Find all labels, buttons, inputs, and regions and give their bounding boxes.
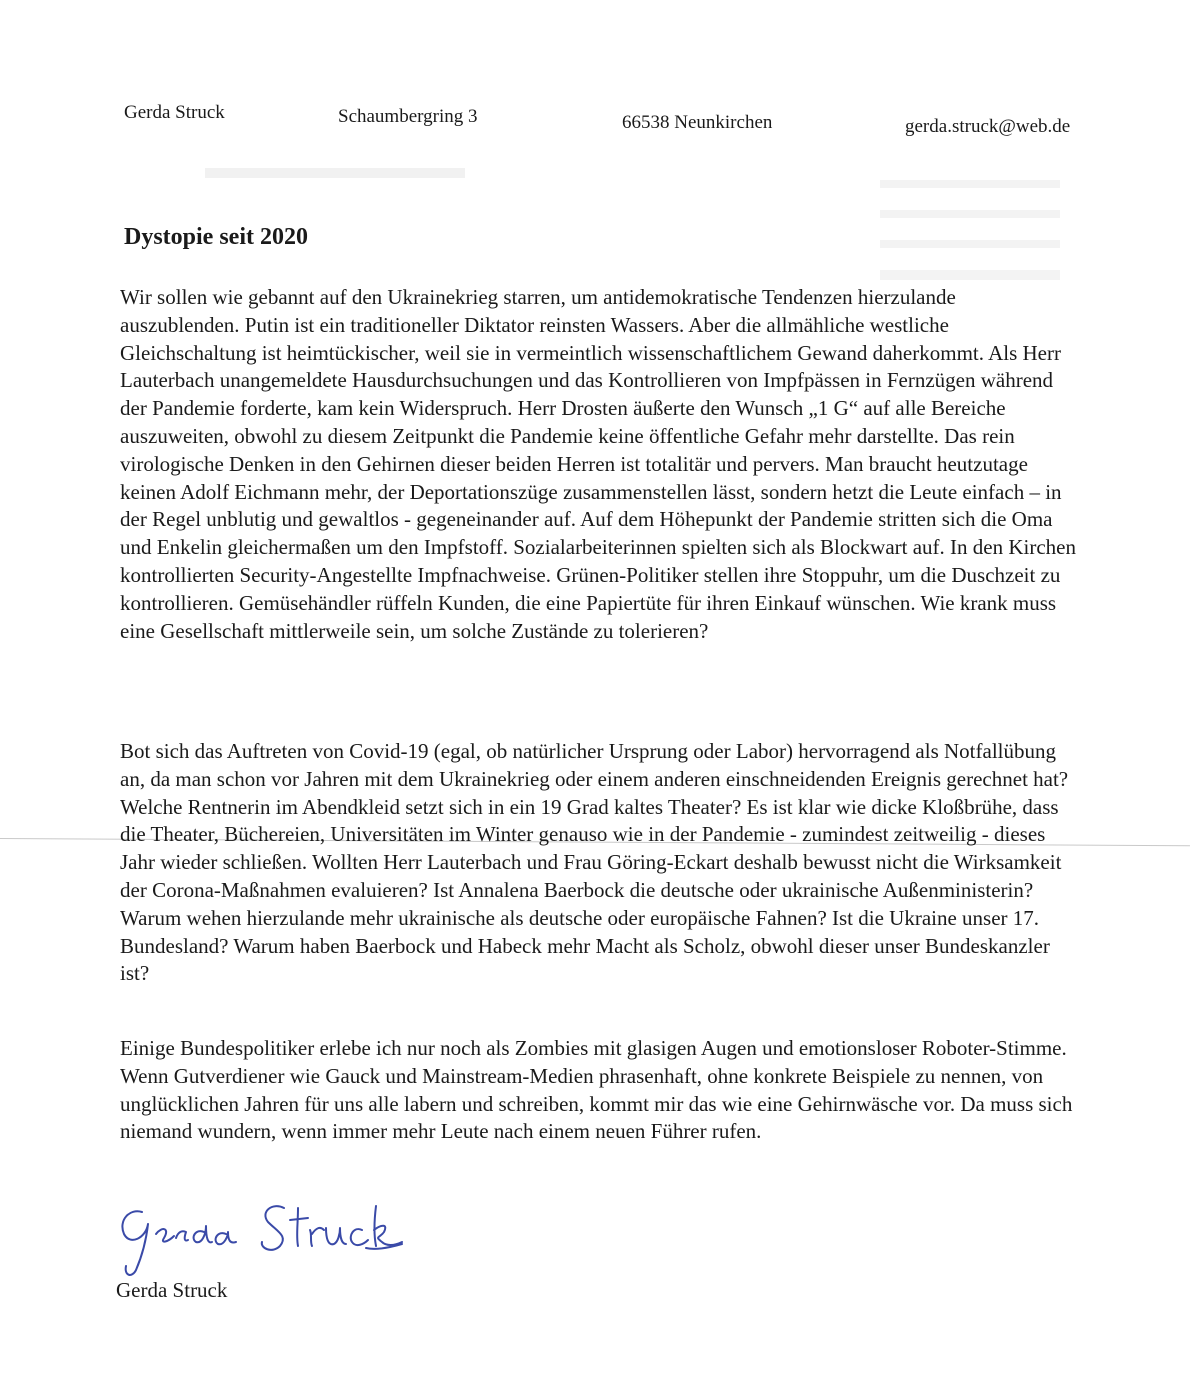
sender-city: 66538 Neunkirchen [622, 112, 773, 133]
paragraph-2: Bot sich das Auftreten von Covid-19 (egal, ob natürlicher Ursprung oder Labor) hervorragend als Notfallübung an, da man schon vor Jahren mit dem Ukrainekrieg oder einem anderen einschneidenden Ereignis gerechnet hat? Welche Rentnerin im Abendkleid setzt sich in ein 19 Grad kaltes Theater? Es ist klar wie dicke Kloßbrühe, dass die Theater, Büchereien, Universitäten im Winter genauso wie in der Pandemie - zumindest zeitweilig - dieses Jahr wieder schließen. Wollten Herr Lauterbach und Frau Göring-Eckart deshalb bewusst nicht die Wirksamkeit der Corona-Maßnahmen evaluieren? Ist Annalena Baerbock die deutsche oder ukrainische Außenministerin? Warum wehen hierzulande mehr ukrainische als deutsche oder europäische Fahnen? Ist die Ukraine unser 17. Bundesland? Warum haben Baerbock und Habeck mehr Macht als Scholz, obwohl dieser unser Bundeskanzler ist? [120, 739, 1069, 986]
show-through-mark [205, 168, 465, 178]
handwritten-signature [112, 1190, 412, 1280]
closing-name: Gerda Struck [116, 1278, 228, 1302]
paragraph-3: Einige Bundespolitiker erlebe ich nur noch als Zombies mit glasigen Augen und emotionsloser Roboter-Stimme. Wenn Gutverdiener wie Gauck und Mainstream-Medien phrasenhaft, ohne konkrete Beispiele zu nennen, von unglücklichen Jahren für uns alle labern und schreiben, kommt mir das wie eine Gehirnwäsche vor. Da muss sich niemand wundern, wenn immer mehr Leute nach einem neuen Führer rufen. [120, 1036, 1073, 1144]
letter-title: Dystopie seit 2020 [124, 224, 308, 250]
show-through-mark [880, 180, 1060, 280]
sender-street: Schaumbergring 3 [338, 106, 478, 127]
paragraph-1: Wir sollen wie gebannt auf den Ukrainekrieg starren, um antidemokratische Tendenzen hierzulande auszublenden. Putin ist ein traditioneller Diktator reinsten Wassers. Aber die allmähliche westliche Gleichschaltung ist heimtückischer, weil sie in vermeintlich wissenschaftlichem Gewand daherkommt. Als Herr Lauterbach unangemeldete Hausdurchsuchungen und das Kontrollieren von Impfpässen in Fernzügen während der Pandemie forderte, kam kein Widerspruch. Herr Drosten äußerte den Wunsch „1 G“ auf alle Bereiche auszuweiten, obwohl zu diesem Zeitpunkt die Pandemie keine öffentliche Gefahr mehr darstellte. Das rein virologische Denken in den Gehirnen dieser beiden Herren ist totalitär und pervers. Man braucht heutzutage keinen Adolf Eichmann mehr, der Deportationszüge zusammenstellen lässt, sondern hetzt die Leute einfach – in der Regel unblutig und gewaltlos - gegeneinander auf. Auf dem Höhepunkt der Pandemie stritten sich die Oma und Enkelin gleichermaßen um den Impfstoff. Sozialarbeiterinnen spielten sich als Blockwart auf. In den Kirchen kontrollierten Security-Angestellte Impfnachweise. Grünen-Politiker stellen ihre Stoppuhr, um die Duschzeit zu kontrollieren. Gemüsehändler rüffeln Kunden, die eine Papiertüte für ihren Einkauf wünschen. Wie krank muss eine Gesellschaft mittlerweile sein, um solche Zustände zu tolerieren? [120, 285, 1076, 643]
sender-name: Gerda Struck [124, 102, 225, 123]
sender-email: gerda.struck@web.de [905, 116, 1071, 137]
